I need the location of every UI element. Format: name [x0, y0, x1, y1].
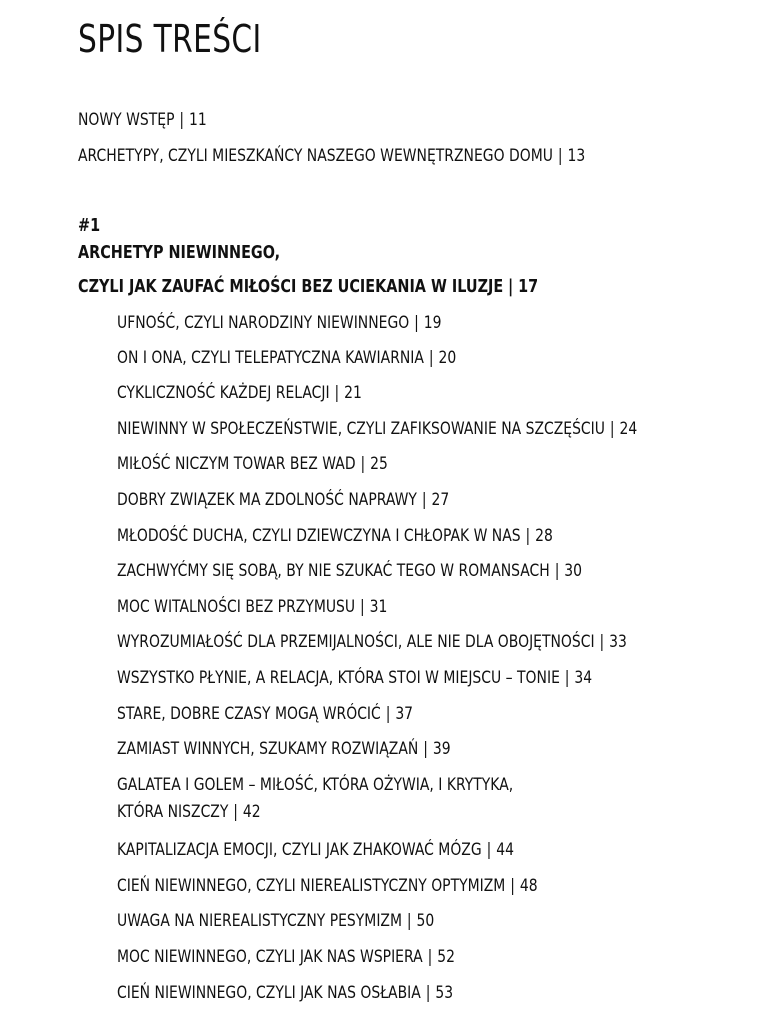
toc-subentry[interactable] [117, 910, 434, 932]
toc-subentry[interactable] [117, 596, 387, 618]
toc-subentry[interactable] [117, 560, 582, 582]
entry-text: WYROZUMIAŁOŚĆ DLA PRZEMIJALNOŚCI, ALE NIE DLA OBOJĘTNOŚCI [117, 632, 595, 652]
toc-subentry[interactable] [117, 631, 627, 653]
entry-text: MŁODOŚĆ DUCHA, CZYLI DZIEWCZYNA I CHŁOPAK W NAS [117, 526, 521, 546]
toc-subentry[interactable] [117, 667, 592, 689]
toc-subentry[interactable] [117, 453, 388, 475]
entry-text: MOC NIEWINNEGO, CZYLI JAK NAS WSPIERA [117, 947, 423, 967]
chapter-number-text: #1 [78, 215, 101, 236]
entry-text: MOC WITALNOŚCI BEZ PRZYMUSU [117, 597, 356, 617]
toc-entry-intro[interactable] [78, 109, 207, 131]
entry-page: 20 [438, 348, 457, 368]
separator: | [179, 110, 185, 130]
entry-text: WSZYSTKO PŁYNIE, A RELACJA, KTÓRA STOI W MIEJSCU – TONIE [117, 668, 560, 688]
entry-text: UFNOŚĆ, CZYLI NARODZINY NIEWINNEGO [117, 313, 410, 333]
entry-page: 42 [242, 802, 261, 822]
toc-subentry[interactable] [117, 312, 442, 334]
entry-page: 50 [416, 911, 435, 931]
entry-page: 27 [431, 490, 450, 510]
entry-text: ON I ONA, CZYLI TELEPATYCZNA KAWIARNIA [117, 348, 424, 368]
entry-page: 31 [369, 597, 388, 617]
separator: | [609, 419, 615, 439]
separator: | [360, 454, 366, 474]
entry-text: STARE, DOBRE CZASY MOGĄ WRÓCIĆ [117, 704, 381, 724]
separator: | [427, 947, 433, 967]
entry-page: 25 [370, 454, 388, 474]
entry-page: 53 [435, 983, 454, 1003]
entry-text: CYKLICZNOŚĆ KAŻDEJ RELACJI [117, 383, 330, 403]
separator: | [406, 911, 412, 931]
entry-page: 44 [496, 840, 514, 860]
separator: | [334, 383, 340, 403]
toc-entry-archetypes[interactable] [78, 145, 585, 167]
entry-text: KAPITALIZACJA EMOCJI, CZYLI JAK ZHAKOWAĆ MÓZG [117, 840, 482, 860]
separator: | [428, 348, 434, 368]
separator: | [508, 276, 514, 297]
toc-subentry[interactable] [117, 875, 538, 897]
toc-subentry[interactable] [117, 489, 449, 511]
separator: | [486, 840, 492, 860]
entry-page: 52 [437, 947, 455, 967]
chapter-page: 17 [518, 276, 539, 297]
entry-page: 28 [535, 526, 553, 546]
separator: | [557, 146, 563, 166]
page-title: SPIS TREŚCI [78, 17, 262, 61]
entry-text: NOWY WSTĘP [78, 110, 175, 130]
separator: | [423, 739, 428, 759]
entry-text: KTÓRA NISZCZY [117, 802, 229, 822]
entry-text: ZAMIAST WINNYCH, SZUKAMY ROZWIĄZAŃ [117, 739, 419, 759]
entry-text: ARCHETYPY, CZYLI MIESZKAŃCY NASZEGO WEWNĘTRZNEGO DOMU [78, 146, 553, 166]
toc-subentry[interactable] [117, 801, 261, 823]
separator: | [421, 490, 427, 510]
toc-subentry[interactable] [117, 774, 513, 796]
chapter-title-text: CZYLI JAK ZAUFAĆ MIŁOŚCI BEZ UCIEKANIA W ILUZJE [78, 276, 504, 297]
toc-subentry[interactable] [117, 946, 455, 968]
entry-text: ZACHWYĆMY SIĘ SOBĄ, BY NIE SZUKAĆ TEGO W ROMANSACH [117, 561, 550, 581]
entry-text: UWAGA NA NIEREALISTYCZNY PESYMIZM [117, 911, 403, 931]
separator: | [360, 597, 365, 617]
separator: | [564, 668, 570, 688]
entry-page: 33 [609, 632, 627, 652]
separator: | [385, 704, 391, 724]
entry-page: 13 [567, 146, 586, 166]
entry-page: 21 [344, 383, 362, 403]
separator: | [233, 802, 239, 822]
entry-text: NIEWINNY W SPOŁECZEŃSTWIE, CZYLI ZAFIKSOWANIE NA SZCZĘŚCIU [117, 419, 605, 439]
entry-page: 19 [423, 313, 442, 333]
chapter-title-line2[interactable] [78, 276, 538, 298]
entry-text: GALATEA I GOLEM – MIŁOŚĆ, KTÓRA OŻYWIA, I KRYTYKA, [117, 775, 514, 795]
separator: | [525, 526, 531, 546]
toc-subentry[interactable] [117, 982, 453, 1004]
separator: | [599, 632, 605, 652]
toc-subentry[interactable] [117, 703, 413, 725]
entry-text: DOBRY ZWIĄZEK MA ZDOLNOŚĆ NAPRAWY [117, 490, 417, 510]
toc-subentry[interactable] [117, 347, 456, 369]
entry-page: 37 [395, 704, 414, 724]
entry-text: MIŁOŚĆ NICZYM TOWAR BEZ WAD [117, 454, 356, 474]
chapter-number [78, 215, 100, 237]
entry-page: 24 [619, 419, 638, 439]
chapter-title-line1[interactable] [78, 242, 280, 264]
toc-subentry[interactable] [117, 738, 451, 760]
entry-text: CIEŃ NIEWINNEGO, CZYLI NIEREALISTYCZNY OPTYMIZM [117, 876, 506, 896]
entry-text: CIEŃ NIEWINNEGO, CZYLI JAK NAS OSŁABIA [117, 983, 421, 1003]
toc-subentry[interactable] [117, 839, 514, 861]
chapter-title-text: ARCHETYP NIEWINNEGO, [78, 242, 281, 263]
separator: | [425, 983, 431, 1003]
entry-page: 30 [564, 561, 583, 581]
toc-subentry[interactable] [117, 418, 637, 440]
toc-subentry[interactable] [117, 382, 362, 404]
separator: | [414, 313, 419, 333]
separator: | [510, 876, 515, 896]
toc-subentry[interactable] [117, 525, 553, 547]
entry-page: 34 [574, 668, 593, 688]
entry-page: 11 [189, 110, 207, 130]
entry-page: 48 [519, 876, 538, 896]
entry-page: 39 [432, 739, 451, 759]
separator: | [554, 561, 560, 581]
